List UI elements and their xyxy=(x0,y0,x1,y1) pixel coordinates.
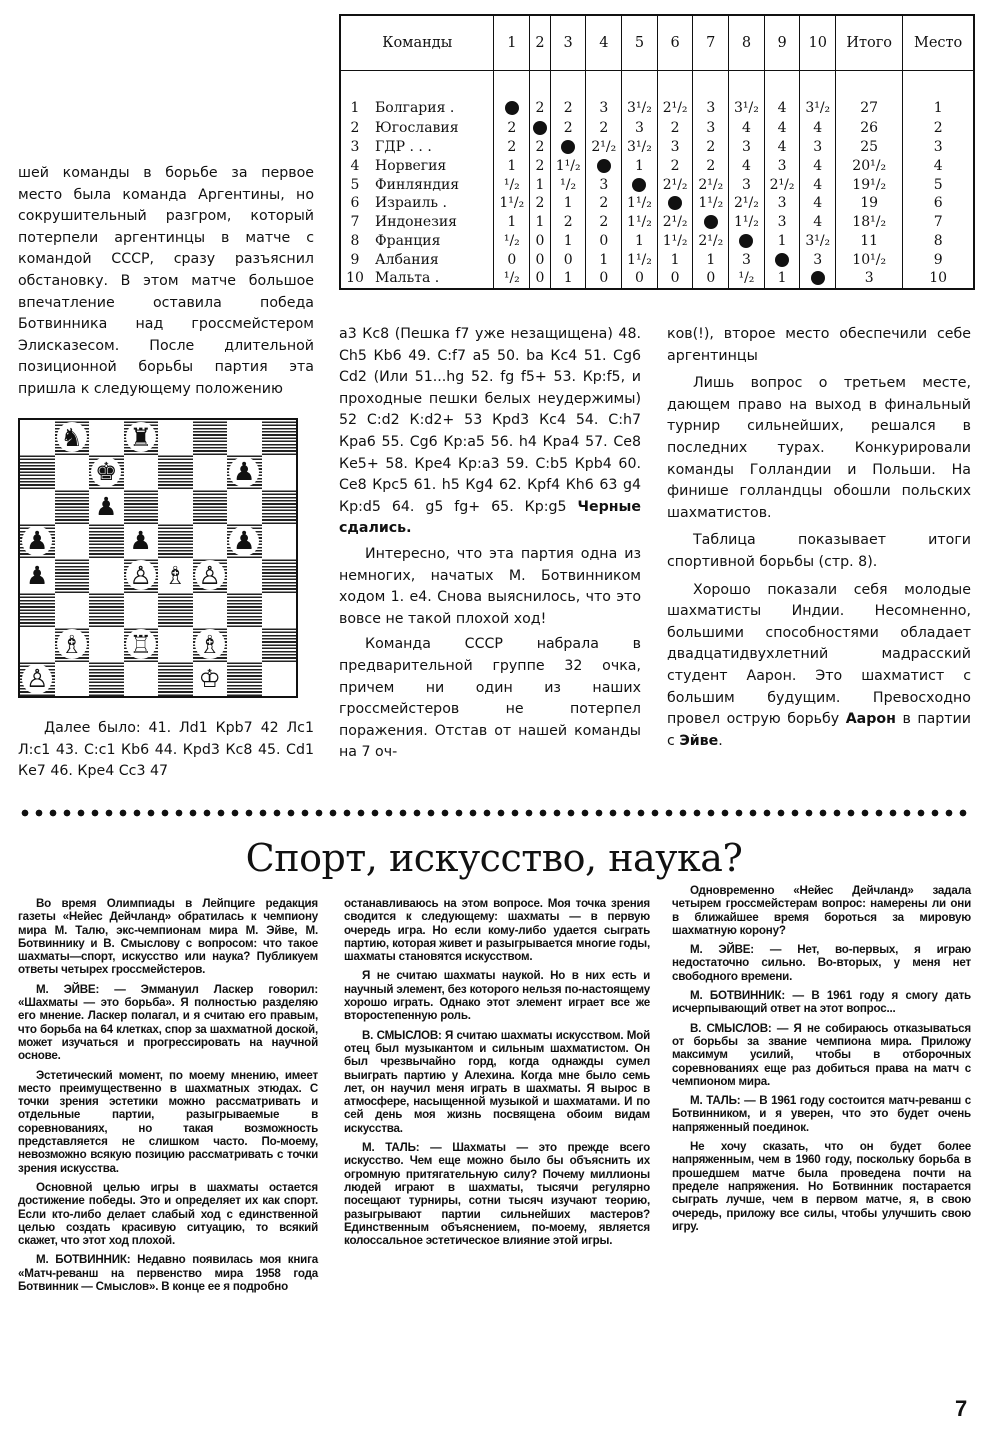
board-square xyxy=(20,455,55,490)
white-bishop-icon: ♗ xyxy=(195,629,225,659)
team-name: Франция xyxy=(369,232,494,251)
score-cell: 2¹/₂ xyxy=(657,71,693,120)
chess-diagram xyxy=(18,418,298,698)
score-cell: 2 xyxy=(657,157,693,176)
score-cell: 0 xyxy=(657,269,693,288)
upper-column-1 xyxy=(18,163,314,405)
score-cell: ¹/₂ xyxy=(494,175,530,194)
board-square xyxy=(193,593,228,628)
place-cell: 1 xyxy=(933,99,943,116)
diagonal-cell xyxy=(764,250,800,269)
col3d-text: Хорошо показали себя молодые шахматисты Индии. Несомненно, большими способностями обладает двадцатидвухлетний мадрасский студент Аарон. Это шахматист с большим будущим. Превосходно провел острую борьбу xyxy=(667,581,971,728)
board-square xyxy=(89,593,124,628)
board-square xyxy=(20,662,55,697)
score-cell: 1 xyxy=(657,250,693,269)
board-square xyxy=(262,627,297,662)
board-square xyxy=(193,662,228,697)
board-square xyxy=(262,558,297,593)
white-rook-icon: ♖ xyxy=(126,629,156,659)
board-square xyxy=(158,593,193,628)
diagonal-cell xyxy=(586,157,622,176)
score-cell: 2¹/₂ xyxy=(657,213,693,232)
total-cell: 18¹/₂ xyxy=(836,213,903,232)
place-cell: 5 xyxy=(933,176,943,193)
board-square xyxy=(55,593,90,628)
board-square xyxy=(262,420,297,455)
board-square xyxy=(20,558,55,593)
board-square xyxy=(55,420,90,455)
upper-col2-paragraph-3: Команда СССР набрала в предварительной группе 32 очка, причем ни один из наших гроссмейстеров не потерпел поражения. Отстав от нашей команды на 7 оч- xyxy=(339,636,641,761)
upper-column-1b xyxy=(18,718,314,787)
table-header-cell: 10 xyxy=(800,16,836,71)
game-moves-paragraph xyxy=(339,324,641,540)
score-cell: 4 xyxy=(800,157,836,176)
total-cell: 19¹/₂ xyxy=(836,175,903,194)
board-square xyxy=(55,627,90,662)
score-cell: 2 xyxy=(586,119,622,138)
board-square xyxy=(89,489,124,524)
score-cell: 2 xyxy=(586,213,622,232)
team-name: Мальта . xyxy=(369,269,494,288)
self-match-dot-icon xyxy=(668,196,682,210)
board-square xyxy=(20,593,55,628)
lower-column-3 xyxy=(672,884,971,1239)
upper-col3-paragraph-1: ков(!), второе место обеспечили себе аргентинцы xyxy=(667,326,971,364)
score-cell: 4 xyxy=(800,213,836,232)
lower-c1-p3: Эстетический момент, по моему мнению, имеет место преимущественно в шахматных этюдах. С точки зрения эстетики можно рассматривать и отдельные партии, разыгрываемые в соревнованиях, но такая возможность представляется не слишком часто. По-моему, невозможно всякую позицию рассматривать с точки зрения искусства. xyxy=(18,1068,318,1175)
score-cell: 2¹/₂ xyxy=(693,232,729,251)
table-header-cell: 2 xyxy=(530,16,551,71)
score-cell: 1 xyxy=(622,157,658,176)
total-cell: 10¹/₂ xyxy=(836,250,903,269)
lower-c1-p4: Основной целью игры в шахматы остается достижение победы. Это и определяет их как спорт. Если кто-либо делает слабый ход с единственной целью создать красивую ситуацию, то всякий скажет, что этот ход плохой. xyxy=(18,1180,318,1248)
lower-c2-p4: М. ТАЛЬ: — Шахматы — это прежде всего искусство. Чем еще можно было бы объяснить их огромную притягательную силу? Почему миллионы людей играют в шахматы, тысячи регулярно посещают турниры, сотни тысяч изучают теорию, разыгрывают партии сильнейших мастеров? Единственным объяснением, по-моему, является колоссальное эстетическое влияние этой игры. xyxy=(344,1141,650,1248)
table-header-cell: 3 xyxy=(550,16,586,71)
board-square xyxy=(89,558,124,593)
row-number: 8 xyxy=(350,232,360,249)
upper-col3-paragraph-4 xyxy=(667,580,971,753)
score-cell: 1¹/₂ xyxy=(550,157,586,176)
table-row xyxy=(341,250,973,269)
team-name: Болгария . xyxy=(369,71,494,120)
upper-column-2 xyxy=(339,324,641,768)
score-cell: 4 xyxy=(800,175,836,194)
team-name: Югославия xyxy=(369,119,494,138)
board-square xyxy=(227,662,262,697)
board-square xyxy=(55,662,90,697)
row-number: 3 xyxy=(350,139,360,156)
score-cell: 3 xyxy=(586,175,622,194)
score-cell: 3 xyxy=(729,138,765,157)
score-cell: 2 xyxy=(550,71,586,120)
board-square xyxy=(227,455,262,490)
table-row xyxy=(341,157,973,176)
score-cell: 1 xyxy=(550,194,586,213)
score-cell: ¹/₂ xyxy=(494,269,530,288)
score-cell: 4 xyxy=(800,194,836,213)
diagonal-cell xyxy=(494,71,530,120)
self-match-dot-icon xyxy=(561,140,575,154)
total-cell: 11 xyxy=(836,232,903,251)
lower-c2-p1: останавливаюсь на этом вопросе. Моя точка зрения сводится к следующему: шахматы — в первую очередь игра. Но если кому-либо удается сыграть партию, которая живет и разыгрывается многие годы, шахматы становятся искусством. xyxy=(344,897,650,964)
row-number: 6 xyxy=(350,195,360,212)
score-cell: 0 xyxy=(530,250,551,269)
score-cell: 0 xyxy=(550,250,586,269)
table-row xyxy=(341,138,973,157)
score-cell: 3 xyxy=(764,213,800,232)
diagonal-cell xyxy=(657,194,693,213)
board-square xyxy=(124,489,159,524)
white-pawn-icon: ♙ xyxy=(126,560,156,590)
total-cell: 20¹/₂ xyxy=(836,157,903,176)
board-square xyxy=(158,420,193,455)
place-cell: 4 xyxy=(933,157,943,174)
lower-column-1 xyxy=(18,897,318,1299)
score-cell: 2 xyxy=(550,119,586,138)
score-cell: 4 xyxy=(764,138,800,157)
score-cell: 4 xyxy=(764,119,800,138)
upper-col1b-paragraph: Далее было: 41. Лd1 Крb7 42 Лс1 Л:с1 43. С:с1 Кb6 44. Крd3 Кс8 45. Сd1 Ке7 46. Кре4 Сс3 47 xyxy=(18,720,314,780)
board-square xyxy=(227,593,262,628)
table-header-cell: Итого xyxy=(836,16,903,71)
table-body xyxy=(341,71,973,289)
place-cell: 8 xyxy=(933,232,943,249)
score-cell: 2 xyxy=(657,119,693,138)
table-row xyxy=(341,213,973,232)
black-pawn-icon: ♟ xyxy=(126,526,156,556)
board-square xyxy=(124,662,159,697)
lower-c1-p1: Во время Олимпиады в Лейпциге редакция газеты «Нейес Дейчланд» обратилась к чемпиону мира М. Талю, экс-чемпионам мира М. Эйве, М. Ботвиннику и В. Смыслову с вопросом: что такое шахматы—спорт, искусство или наука? Публикуем ответы четырех гроссмейстеров. xyxy=(18,897,318,977)
place-cell: 2 xyxy=(933,120,943,137)
score-cell: 3¹/₂ xyxy=(800,71,836,120)
board-square xyxy=(55,524,90,559)
board-square xyxy=(227,489,262,524)
score-cell: 4 xyxy=(729,157,765,176)
team-name: Израиль . xyxy=(369,194,494,213)
score-cell: 1 xyxy=(550,269,586,288)
place-cell: 9 xyxy=(933,251,943,268)
score-cell: 1¹/₂ xyxy=(729,213,765,232)
white-bishop-icon: ♗ xyxy=(160,560,190,590)
table-header-cell: Место xyxy=(903,16,973,71)
score-cell: 0 xyxy=(494,250,530,269)
table-header-cell: 7 xyxy=(693,16,729,71)
row-number: 9 xyxy=(350,251,360,268)
name-aaron: Аарон xyxy=(845,711,896,728)
board-square xyxy=(158,524,193,559)
board-square xyxy=(55,558,90,593)
score-cell: 2¹/₂ xyxy=(586,138,622,157)
score-cell: 4 xyxy=(729,119,765,138)
board-square xyxy=(55,455,90,490)
total-cell: 27 xyxy=(836,71,903,120)
lower-c3-p4: В. СМЫСЛОВ: — Я не собираюсь отказываться от борьбы за звание чемпиона мира. Приложу максимум усилий, чтобы в отборочных соревнованиях еще раз добиться права на матч с чемпионом мира. xyxy=(672,1021,971,1088)
score-cell: 0 xyxy=(622,269,658,288)
board-square xyxy=(158,455,193,490)
score-cell: 2 xyxy=(693,157,729,176)
self-match-dot-icon xyxy=(811,271,825,285)
score-cell: 3 xyxy=(729,175,765,194)
score-cell: 3 xyxy=(586,71,622,120)
self-match-dot-icon xyxy=(704,215,718,229)
score-cell: 3 xyxy=(800,250,836,269)
score-cell: 1 xyxy=(622,232,658,251)
board-square xyxy=(158,662,193,697)
self-match-dot-icon xyxy=(533,121,547,135)
score-cell: 2¹/₂ xyxy=(693,175,729,194)
white-pawn-icon: ♙ xyxy=(195,560,225,590)
diagonal-cell xyxy=(530,119,551,138)
table-row xyxy=(341,119,973,138)
score-cell: 3 xyxy=(729,250,765,269)
score-cell: 2 xyxy=(494,138,530,157)
board-square xyxy=(124,558,159,593)
table-header-cell: 9 xyxy=(764,16,800,71)
row-number: 4 xyxy=(350,157,360,174)
score-cell: 2 xyxy=(530,138,551,157)
white-pawn-icon: ♙ xyxy=(22,664,52,694)
score-cell: 1¹/₂ xyxy=(622,213,658,232)
table-header-cell: 4 xyxy=(586,16,622,71)
diagonal-cell xyxy=(622,175,658,194)
table-header-cell: 6 xyxy=(657,16,693,71)
board-square xyxy=(89,662,124,697)
board-square xyxy=(20,524,55,559)
score-cell: 2 xyxy=(586,194,622,213)
score-cell: 3 xyxy=(622,119,658,138)
row-number: 5 xyxy=(350,176,360,193)
upper-col3-paragraph-2: Лишь вопрос о третьем месте, дающем право на выход в финальный турнир сильнейших, решался в последних турах. Конкурировали команды Голландии и Польши. На финише голландцы обошли польских шахматистов. xyxy=(667,375,971,521)
score-cell: 4 xyxy=(800,119,836,138)
score-cell: 1 xyxy=(586,250,622,269)
white-bishop-icon: ♗ xyxy=(57,629,87,659)
team-name: Индонезия xyxy=(369,213,494,232)
board-square xyxy=(158,489,193,524)
score-cell: 1 xyxy=(494,157,530,176)
black-resigned: Черные сдались. xyxy=(339,498,641,537)
score-cell: 3¹/₂ xyxy=(622,138,658,157)
board-square xyxy=(124,524,159,559)
board-square xyxy=(193,627,228,662)
place-cell: 3 xyxy=(933,139,943,156)
total-cell: 25 xyxy=(836,138,903,157)
board-square xyxy=(227,627,262,662)
row-number: 2 xyxy=(350,120,360,137)
score-cell: ¹/₂ xyxy=(550,175,586,194)
lower-c2-p3: В. СМЫСЛОВ: Я считаю шахматы искусством. Мой отец был музыкантом и сильным шахматистом. Он был чрезвычайно горд, когда однажды сумел выиграть партию у Алехина. Когда мне было семь лет, он научил меня играть в шахматы. Я вырос в атмосфере, насыщенной музыкой и шахматами. И по сей день моя жизнь посвящена обоим видам искусства. xyxy=(344,1028,650,1135)
self-match-dot-icon xyxy=(632,178,646,192)
upper-col1-paragraph: шей команды в борьбе за первое место была команда Аргентины, но сокрушительный разгром, который потерпели аргентинцы в матче с командой СССР, сразу разъяснил обстановку. В этом матче большое впечатление оставила победа Ботвинника над гроссмейстером Элисказесом. После длительной позиционной борьбы партия эта пришла к следующему положению xyxy=(18,165,314,397)
score-cell: 3 xyxy=(693,119,729,138)
team-name: ГДР . . . xyxy=(369,138,494,157)
score-cell: 3¹/₂ xyxy=(729,71,765,120)
row-number: 1 xyxy=(350,99,360,116)
score-cell: 2 xyxy=(530,157,551,176)
score-cell: ¹/₂ xyxy=(494,232,530,251)
team-name: Финляндия xyxy=(369,175,494,194)
score-cell: 1 xyxy=(764,269,800,288)
score-cell: 3 xyxy=(764,157,800,176)
score-cell: 1 xyxy=(693,250,729,269)
lower-c3-p1: Одновременно «Нейес Дейчланд» задала четырем гроссмейстерам вопрос: намерены ли они в ближайшее время бороться за мировую шахматную корону? xyxy=(672,884,971,937)
table-row xyxy=(341,175,973,194)
board-square xyxy=(20,489,55,524)
black-pawn-icon: ♟ xyxy=(91,491,121,521)
lower-c2-p2: Я не считаю шахматы наукой. Но в них есть и научный элемент, без которого нельзя по-настоящему хорошо играть. Однако этот элемент играет все же второстепенную роль. xyxy=(344,969,650,1023)
diagonal-cell xyxy=(800,269,836,288)
diagonal-cell xyxy=(693,213,729,232)
self-match-dot-icon xyxy=(505,101,519,115)
board-square xyxy=(55,489,90,524)
lower-c1-p5: М. БОТВИННИК: Недавно появилась моя книга «Матч-реванш на первенство мира 1958 года Ботвинник — Смыслов». В конце ее я подробно xyxy=(18,1253,318,1294)
upper-col2-paragraph-2: Интересно, что эта партия одна из немногих, начатых М. Ботвинником ходом 1. е4. Снова выяснилось, что это вовсе не такой плохой ход! xyxy=(339,545,641,627)
board-square xyxy=(158,558,193,593)
board-square xyxy=(124,420,159,455)
upper-column-3 xyxy=(667,324,971,756)
score-cell: 2 xyxy=(693,138,729,157)
board-square xyxy=(262,662,297,697)
lower-c3-p6: Не хочу сказать, что он будет более напряженным, чем в 1960 году, поскольку борьба в прошедшем матче была проведена почти на пределе напряжения. Но Ботвинник постарается сыграть лучше, чем в первом матче, я, в свою очередь, приложу все силы, чтобы улучшить свою игру. xyxy=(672,1140,971,1233)
place-cell: 6 xyxy=(933,195,943,212)
lower-c3-p5: М. ТАЛЬ: — В 1961 году состоится матч-реванш с Ботвинником, и я уверен, что это будет очень напряженный поединок. xyxy=(672,1094,971,1134)
page-number: 7 xyxy=(955,1396,968,1421)
total-cell: 19 xyxy=(836,194,903,213)
black-rook-icon: ♜ xyxy=(126,422,156,452)
name-euwe: Эйве xyxy=(679,732,719,749)
black-pawn-icon: ♟ xyxy=(229,457,259,487)
board-square xyxy=(20,627,55,662)
score-cell: 2¹/₂ xyxy=(657,175,693,194)
board-square xyxy=(262,455,297,490)
game-moves: а3 Кс8 (Пешка f7 уже незащищена) 48. Сh5 Кb6 49. С:f7 а5 50. bа Кс4 51. Сg6 Сd2 (Или 51...hg 52. fg f5+ 53. Кр:f5, и проходные пешки белых неудержимы) 52 С:d2 К:d2+ 53 Крd3 Кс4 54. С:h7 Кра6 55. Сg6 Кр:а5 56. h4 Кра4 57. Се8 Ке5+ 58. Кре4 Кр:а3 59. С:b5 Крb4 60. Се8 Крс5 61. h5 Кg4 62. Крf4 Кh6 63 g4 Кр:d5 64. g5 fg+ 65. Кр:g5 xyxy=(339,326,641,515)
board-square xyxy=(262,489,297,524)
score-cell: 2 xyxy=(550,213,586,232)
board-square xyxy=(193,455,228,490)
table-row xyxy=(341,232,973,251)
board-square xyxy=(89,420,124,455)
board-square xyxy=(89,455,124,490)
row-number: 10 xyxy=(346,270,364,287)
diagonal-cell xyxy=(729,232,765,251)
score-cell: 1¹/₂ xyxy=(622,194,658,213)
place-cell: 7 xyxy=(933,214,943,231)
board-square xyxy=(158,627,193,662)
board-square xyxy=(89,627,124,662)
board-square xyxy=(124,455,159,490)
row-number: 7 xyxy=(350,214,360,231)
lower-c3-p2: М. ЭЙВЕ: — Нет, во-первых, я играю недостаточно сильно. Во-вторых, у меня нет свободного времени. xyxy=(672,943,971,983)
team-name: Албания xyxy=(369,250,494,269)
score-cell: 0 xyxy=(693,269,729,288)
board-square xyxy=(193,524,228,559)
score-cell: 1¹/₂ xyxy=(622,250,658,269)
score-cell: ¹/₂ xyxy=(729,269,765,288)
score-cell: 3 xyxy=(693,71,729,120)
white-king-icon: ♔ xyxy=(195,664,225,694)
board-square xyxy=(227,524,262,559)
score-cell: 1¹/₂ xyxy=(657,232,693,251)
score-cell: 1¹/₂ xyxy=(693,194,729,213)
diagonal-cell xyxy=(550,138,586,157)
score-cell: 1 xyxy=(530,175,551,194)
score-cell: 1 xyxy=(494,213,530,232)
board-square xyxy=(193,489,228,524)
score-cell: 3 xyxy=(800,138,836,157)
table-header-cell: 5 xyxy=(622,16,658,71)
total-cell: 26 xyxy=(836,119,903,138)
col3d-mid: в партии с xyxy=(667,711,972,749)
score-cell: 3¹/₂ xyxy=(622,71,658,120)
table-header-cell: 8 xyxy=(729,16,765,71)
board-square xyxy=(193,420,228,455)
black-knight-icon: ♞ xyxy=(57,422,87,452)
total-cell: 3 xyxy=(836,269,903,288)
score-cell: 1¹/₂ xyxy=(494,194,530,213)
score-cell: 0 xyxy=(586,269,622,288)
table-header-cell: 1 xyxy=(494,16,530,71)
score-cell: 0 xyxy=(530,269,551,288)
board-square xyxy=(193,558,228,593)
score-cell: 2¹/₂ xyxy=(764,175,800,194)
lower-column-2 xyxy=(344,897,650,1253)
board-square xyxy=(262,593,297,628)
col3d-end: . xyxy=(718,732,723,749)
self-match-dot-icon xyxy=(597,159,611,173)
upper-col3-paragraph-3: Таблица показывает итоги спортивной борьбы (стр. 8). xyxy=(667,532,971,570)
table-row xyxy=(341,269,973,288)
ornamental-divider xyxy=(18,806,970,820)
board-square xyxy=(89,524,124,559)
score-cell: 1 xyxy=(764,232,800,251)
self-match-dot-icon xyxy=(775,253,789,267)
score-cell: 2 xyxy=(530,71,551,120)
table-header-row xyxy=(341,16,973,71)
board-square xyxy=(124,627,159,662)
black-pawn-icon: ♟ xyxy=(229,526,259,556)
table-header-cell: Команды xyxy=(341,16,494,71)
lower-c3-p3: М. БОТВИННИК: — В 1961 году я смогу дать исчерпывающий ответ на этот вопрос... xyxy=(672,989,971,1016)
score-cell: 3 xyxy=(764,194,800,213)
score-cell: 4 xyxy=(764,71,800,120)
table-row xyxy=(341,194,973,213)
standings-table xyxy=(339,14,975,290)
score-cell: 0 xyxy=(586,232,622,251)
score-cell: 1 xyxy=(550,232,586,251)
score-cell: 3 xyxy=(657,138,693,157)
article-headline: Спорт, искусство, наука? xyxy=(245,836,743,880)
score-cell: 2 xyxy=(494,119,530,138)
board-square xyxy=(124,593,159,628)
black-pawn-icon: ♟ xyxy=(22,526,52,556)
score-cell: 3¹/₂ xyxy=(800,232,836,251)
board-square xyxy=(227,420,262,455)
self-match-dot-icon xyxy=(739,234,753,248)
black-king-icon: ♚ xyxy=(91,457,121,487)
team-name: Норвегия xyxy=(369,157,494,176)
score-cell: 2¹/₂ xyxy=(729,194,765,213)
score-cell: 2 xyxy=(530,194,551,213)
score-cell: 1 xyxy=(530,213,551,232)
place-cell: 10 xyxy=(929,270,948,287)
lower-c1-p2: М. ЭЙВЕ: — Эммануил Ласкер говорил: «Шахматы — это борьба». Я полностью разделяю его мнение. Ласкер полагал, и я считаю его правым, что борьба на 64 клетках, спор за шахматной доской, может изучаться и прогрессировать на научной основе. xyxy=(18,982,318,1063)
board-square xyxy=(262,524,297,559)
black-pawn-icon: ♟ xyxy=(22,560,52,590)
board-square xyxy=(20,420,55,455)
table-row xyxy=(341,71,973,120)
score-cell: 0 xyxy=(530,232,551,251)
board-square xyxy=(227,558,262,593)
